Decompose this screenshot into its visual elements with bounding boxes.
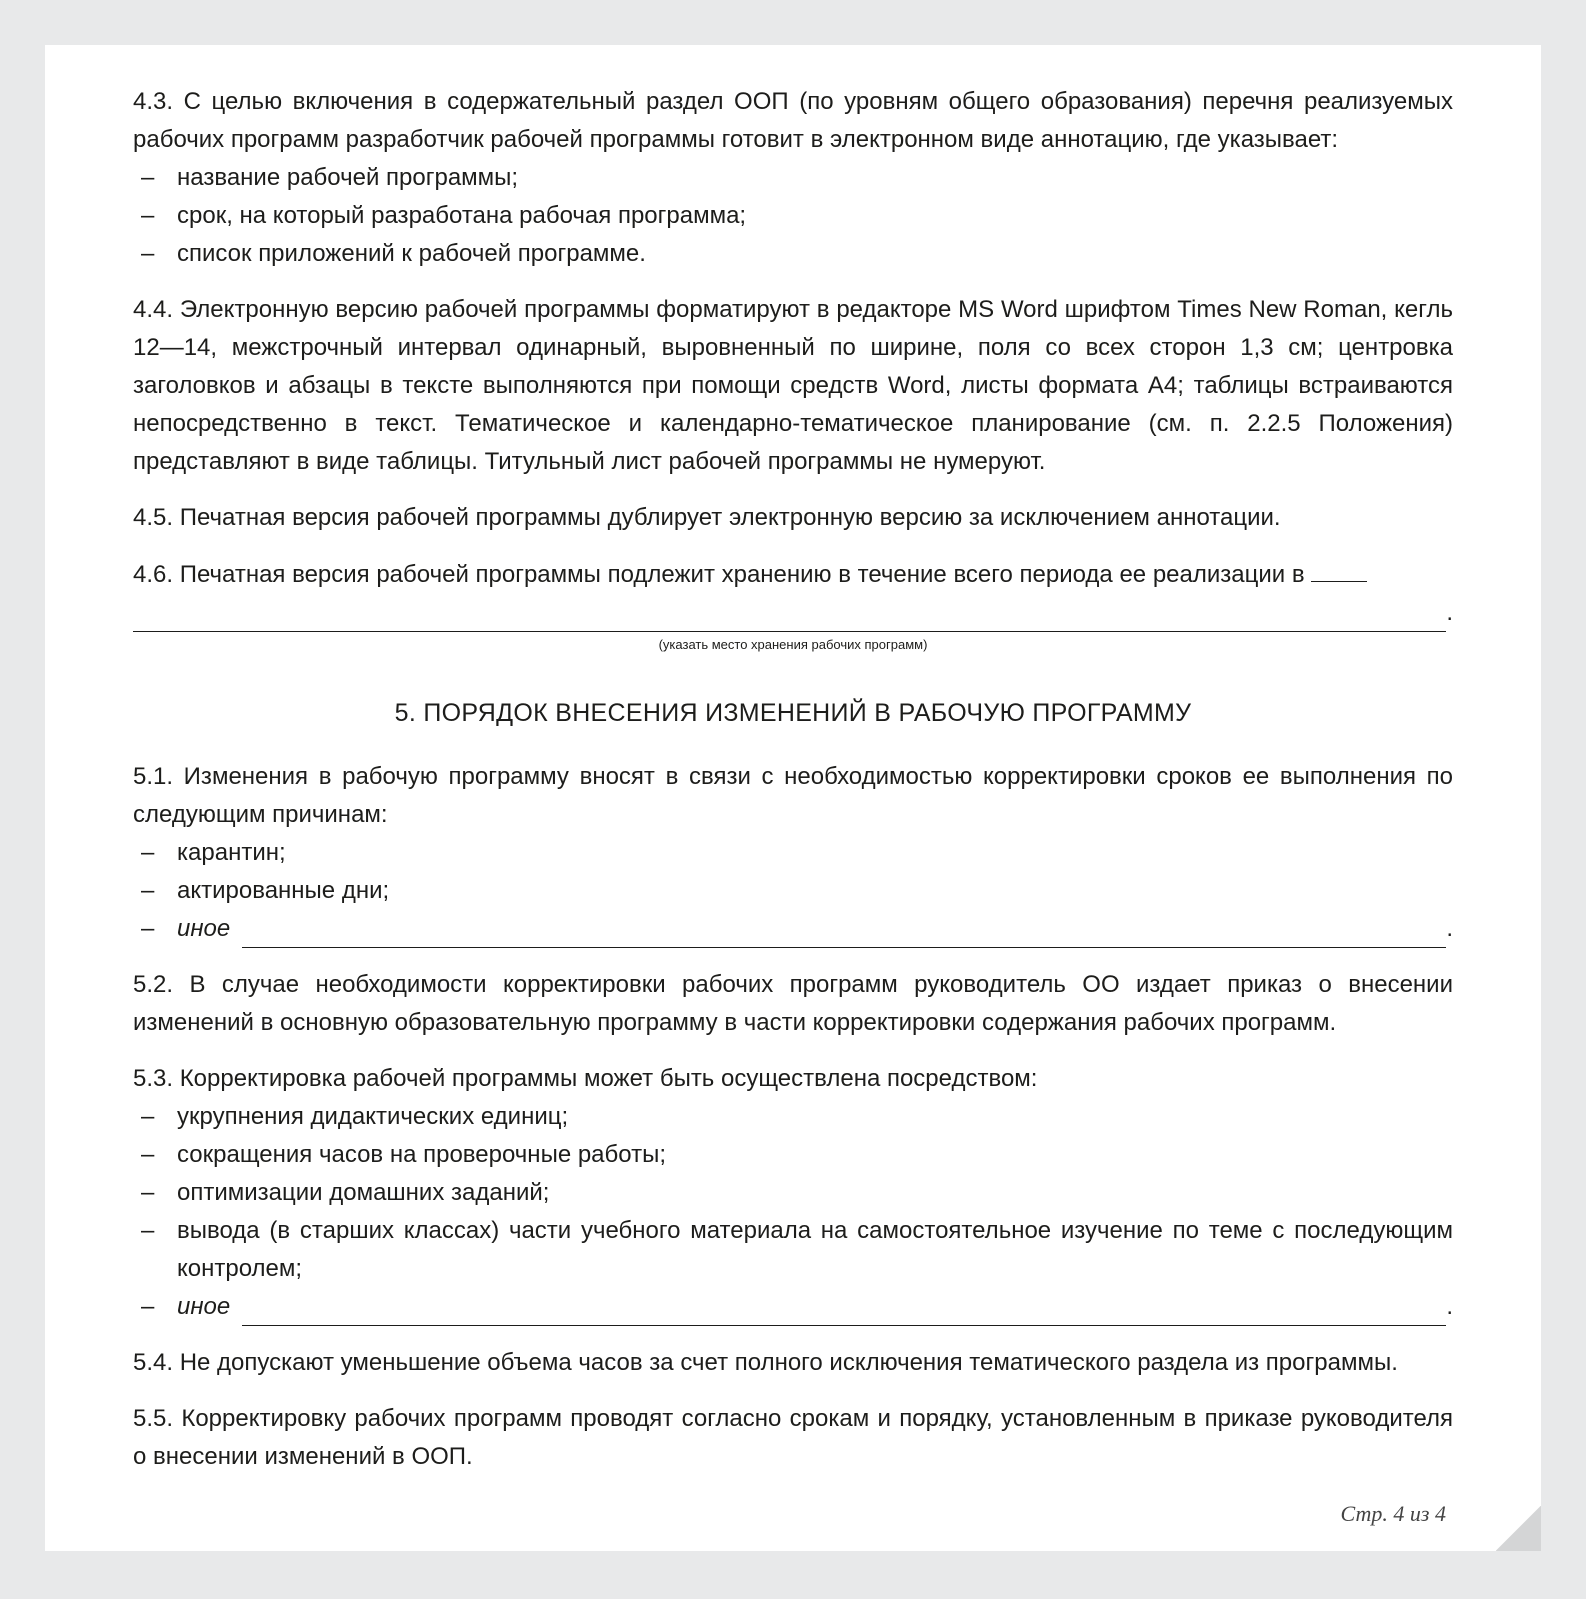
document-body bbox=[133, 83, 1453, 1494]
clause-5-3: 5.3. Корректировка рабочей программы может быть осуществлена посредством: bbox=[133, 1065, 1038, 1092]
page-number: Стр. 4 из 4 bbox=[1340, 1501, 1446, 1526]
clause-4-3-list bbox=[133, 159, 1453, 273]
list-item: – срок, на который разработана рабочая программа; bbox=[141, 202, 747, 229]
list-item: – актированные дни; bbox=[141, 877, 390, 904]
clause-4-6-text: 4.6. Печатная версия рабочей программы подлежит хранению в течение всего периода ее реализации в bbox=[133, 561, 1305, 588]
document-page bbox=[45, 45, 1541, 1551]
storage-place-blank[interactable] bbox=[133, 605, 1446, 632]
page-corner-fold bbox=[1496, 1506, 1541, 1551]
clause-4-3: 4.3. С целью включения в содержательный раздел ООП (по уровням общего образования) перечня реализуемых рабочих программ разработчик рабочей программы готовит в электронном виде аннотацию, где указывает: bbox=[133, 88, 1453, 153]
storage-place-row: . bbox=[133, 594, 1453, 632]
clause-5-2: 5.2. В случае необходимости корректировки рабочих программ руководитель ОО издает приказ о внесении изменений в основную образовательную программу в части корректировки содержания рабочих программ. bbox=[133, 971, 1453, 1036]
list-item: – список приложений к рабочей программе. bbox=[141, 240, 646, 267]
list-item: – оптимизации домашних заданий; bbox=[141, 1179, 550, 1206]
list-item: – название рабочей программы; bbox=[141, 164, 519, 191]
storage-place-caption: (указать место хранения рабочих программ) bbox=[658, 637, 928, 652]
other-method-blank[interactable] bbox=[242, 1299, 1446, 1326]
other-reason-blank[interactable] bbox=[242, 921, 1446, 948]
section-5-heading: 5. ПОРЯДОК ВНЕСЕНИЯ ИЗМЕНЕНИЙ В РАБОЧУЮ ПРОГРАММУ bbox=[394, 699, 1192, 727]
clause-4-4: 4.4. Электронную версию рабочей программы форматируют в редакторе MS Word шрифтом Times New Roman, кегль 12—14, межстрочный интервал одинарный, выровненный по ширине, поля со всех сторон 1,3 см; центровка заголовков и абзацы в тексте выполняются при помощи средств Word, листы формата А4; таблицы встраиваются непосредственно в текст. Тематическое и календарно-тематическое планирование (см. п. 2.2.5 Положения) представляют в виде таблицы. Титульный лист рабочей программы не нумеруют. bbox=[133, 296, 1453, 475]
clause-5-4: 5.4. Не допускают уменьшение объема часов за счет полного исключения тематического раздела из программы. bbox=[133, 1349, 1398, 1376]
clause-5-1-list bbox=[133, 834, 1453, 948]
list-item: – укрупнения дидактических единиц; bbox=[141, 1103, 569, 1130]
list-item: – карантин; bbox=[141, 839, 286, 866]
list-item: – вывода (в старших классах) части учебного материала на самостоятельное изучение по теме с последующим контролем; bbox=[141, 1217, 1453, 1282]
clause-5-3-list bbox=[133, 1098, 1453, 1326]
clause-4-6 bbox=[133, 555, 1453, 594]
other-label: иное bbox=[177, 1293, 231, 1320]
list-item-other: – иное . bbox=[133, 910, 1453, 948]
clause-5-5: 5.5. Корректировку рабочих программ проводят согласно срокам и порядку, установленным в приказе руководителя о внесении изменений в ООП. bbox=[133, 1405, 1453, 1470]
clause-5-1: 5.1. Изменения в рабочую программу вносят в связи с необходимостью корректировки сроков ее выполнения по следующим причинам: bbox=[133, 763, 1453, 828]
fill-in-blank[interactable] bbox=[1311, 555, 1367, 582]
clause-4-5: 4.5. Печатная версия рабочей программы дублирует электронную версию за исключением аннотации. bbox=[133, 504, 1281, 531]
other-label: иное bbox=[177, 915, 231, 942]
list-item: – сокращения часов на проверочные работы; bbox=[141, 1141, 666, 1168]
list-item-other: – иное . bbox=[133, 1288, 1453, 1326]
